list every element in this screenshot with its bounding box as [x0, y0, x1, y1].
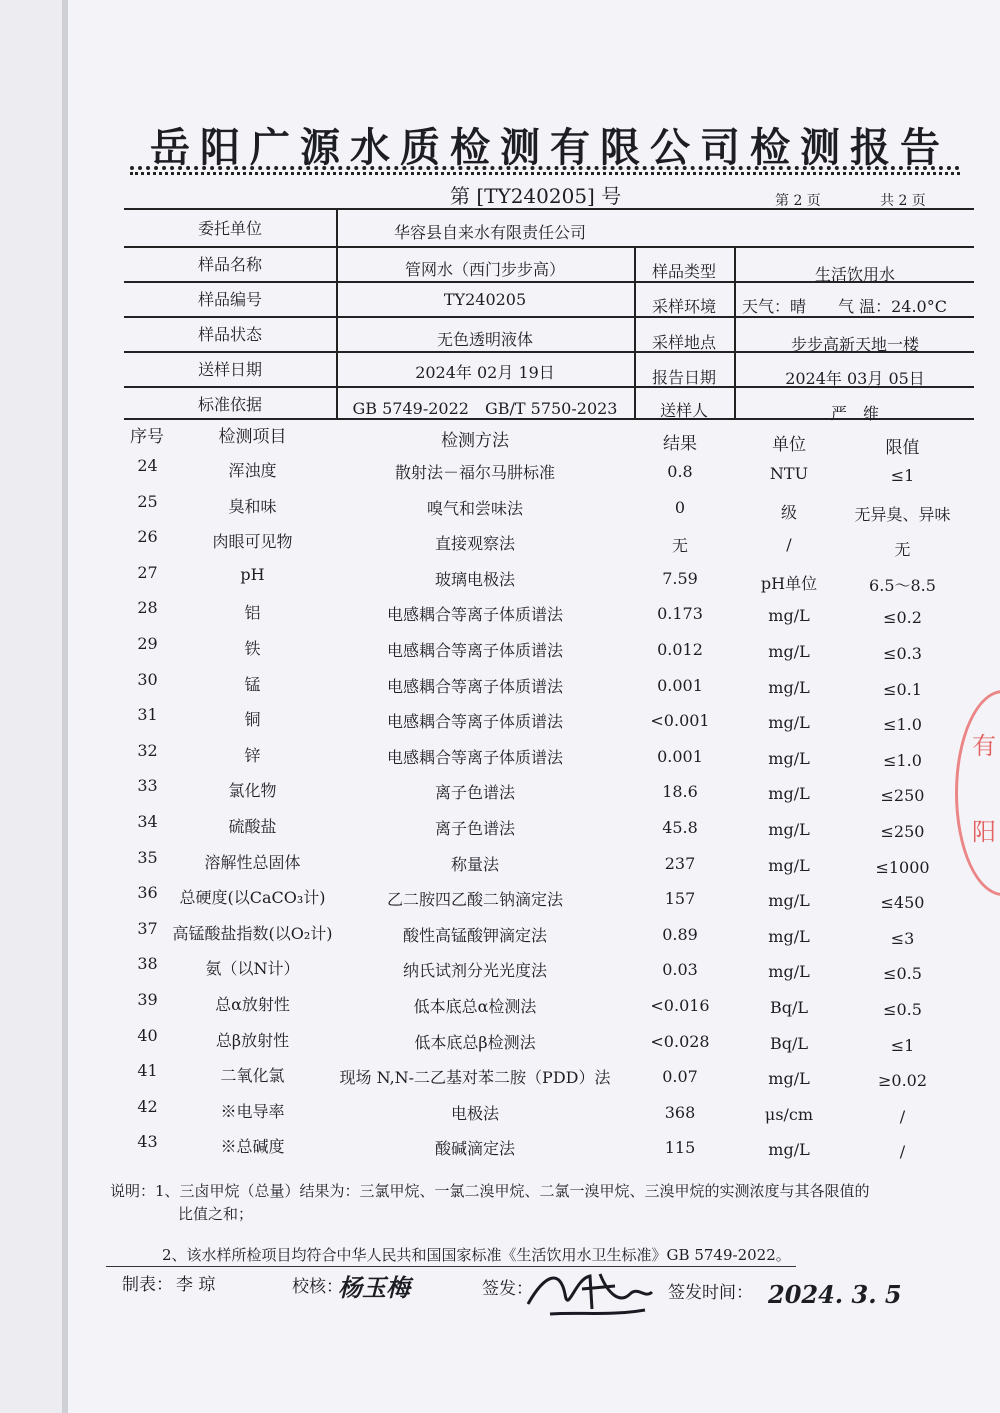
- row-no: 43: [137, 1132, 158, 1152]
- sender-value: 严 维: [830, 404, 879, 423]
- stamp-char-1: 有: [972, 732, 996, 760]
- prepared-label: 制表：: [122, 1275, 173, 1295]
- row-result: 0.89: [662, 924, 698, 944]
- row-method: 电感耦合等离子体质谱法: [386, 747, 563, 767]
- row-item: ※总碱度: [220, 1137, 285, 1157]
- standard-label: 标准依据: [197, 395, 262, 414]
- row-result: 115: [664, 1138, 696, 1158]
- row-unit: mg/L: [768, 1069, 810, 1089]
- table-row: [0, 670, 1000, 706]
- row-item: 硫酸盐: [228, 817, 277, 836]
- table-row: [0, 776, 1000, 812]
- env-label: 采样环境: [651, 297, 716, 316]
- row-method: 离子色谱法: [434, 819, 515, 838]
- row-no: 41: [137, 1061, 158, 1081]
- row-limit: ≤450: [880, 893, 925, 913]
- sample-name-value: 管网水（西门步步高）: [404, 260, 565, 279]
- row-limit: /: [899, 1142, 906, 1162]
- row-method: 现场 N,N-二乙基对苯二胺（PDD）法: [339, 1068, 611, 1088]
- row-result: 157: [664, 889, 696, 909]
- results-table-header: [0, 422, 1000, 458]
- row-item: ※电导率: [220, 1101, 285, 1121]
- row-unit: mg/L: [768, 820, 810, 839]
- sample-no-value: TY240205: [443, 290, 527, 309]
- row-item: 锌: [244, 745, 261, 765]
- row-limit: ≤0.5: [883, 1000, 922, 1019]
- info-col-divider-3: [734, 246, 736, 418]
- table-row: [0, 919, 1000, 955]
- table-row: [0, 634, 1000, 670]
- row-unit: /: [786, 535, 792, 555]
- row-method: 玻璃电极法: [434, 569, 515, 589]
- row-limit: ≤1.0: [883, 750, 922, 770]
- table-row: [0, 848, 1000, 884]
- col-header-no: 序号: [130, 427, 164, 447]
- client-label: 委托单位: [197, 219, 262, 238]
- row-unit: NTU: [769, 464, 809, 483]
- row-item: 溶解性总固体: [204, 852, 301, 872]
- row-no: 32: [137, 740, 158, 760]
- row-no: 30: [137, 669, 158, 689]
- report-date-label: 报告日期: [651, 368, 716, 387]
- row-item: 总α放射性: [215, 995, 290, 1014]
- title-dotted-rule-2: [130, 172, 960, 178]
- row-limit: /: [899, 1106, 906, 1126]
- row-method: 电感耦合等离子体质谱法: [386, 676, 563, 696]
- row-method: 乙二胺四乙酸二钠滴定法: [386, 890, 563, 910]
- client-value: 华容县自来水有限责任公司: [393, 223, 586, 242]
- row-item: 铝: [244, 603, 261, 623]
- row-limit: ≤0.3: [883, 644, 922, 663]
- row-unit: mg/L: [768, 748, 810, 768]
- row-no: 27: [137, 562, 158, 582]
- row-limit: ≤250: [880, 822, 925, 841]
- row-unit: mg/L: [768, 713, 810, 733]
- col-header-limit: 限值: [885, 438, 920, 458]
- row-method: 称量法: [450, 854, 499, 874]
- table-row: [0, 990, 1000, 1026]
- row-result: 0.173: [657, 604, 703, 624]
- issued-signature: [520, 1264, 660, 1322]
- stamp-char-2: 阳: [972, 818, 996, 846]
- row-method: 酸性高锰酸钾滴定法: [402, 925, 547, 945]
- row-no: 37: [137, 918, 158, 938]
- row-result: 0: [674, 497, 686, 517]
- row-no: 36: [137, 883, 158, 903]
- row-item: 锰: [244, 674, 261, 694]
- row-no: 35: [137, 847, 158, 867]
- note-line-2: 2、该水样所检项目均符合中华人民共和国国家标准《生活饮用水卫生标准》GB 5749-2022。: [162, 1246, 791, 1264]
- note-line-1b: 比值之和；: [178, 1205, 254, 1223]
- row-result: 237: [664, 853, 696, 873]
- row-result: 7.59: [662, 568, 698, 588]
- sample-no-label: 样品编号: [197, 290, 262, 309]
- col-header-item: 检测项目: [218, 427, 287, 447]
- row-result: <0.028: [650, 1031, 710, 1051]
- row-limit: ≤1000: [875, 857, 930, 877]
- table-row: [0, 456, 1000, 492]
- row-item: 总β放射性: [215, 1030, 290, 1050]
- env-value: 天气：晴 气 温：24.0°C: [742, 297, 947, 316]
- row-item: pH: [240, 564, 265, 584]
- row-method: 电感耦合等离子体质谱法: [386, 712, 563, 732]
- note-line-1: 说明：1、三卤甲烷（总量）结果为：三氯甲烷、一氯二溴甲烷、二氯一溴甲烷、三溴甲烷的实测浓度与其各限值的: [110, 1182, 870, 1200]
- row-method: 电感耦合等离子体质谱法: [386, 605, 563, 625]
- row-no: 40: [137, 1025, 158, 1045]
- row-item: 臭和味: [228, 496, 277, 516]
- row-limit: ≤0.5: [883, 964, 922, 984]
- row-method: 低本底总β检测法: [414, 1032, 536, 1052]
- row-item: 总硬度(以CaCO₃计): [179, 888, 326, 908]
- row-result: 45.8: [662, 818, 698, 837]
- row-limit: ≤0.2: [883, 608, 922, 628]
- sender-label: 送样人: [659, 401, 708, 420]
- row-result: <0.016: [650, 996, 710, 1015]
- row-no: 28: [137, 598, 158, 618]
- row-item: 高锰酸盐指数(以O₂计): [172, 923, 333, 943]
- row-limit: ≤3: [890, 928, 915, 948]
- checked-signature: 杨玉梅: [338, 1273, 410, 1302]
- row-item: 氯化物: [228, 781, 277, 801]
- row-unit: pH单位: [760, 573, 818, 593]
- col-header-method: 检测方法: [441, 431, 509, 451]
- info-rule-1: [124, 246, 974, 248]
- table-row: [0, 1097, 1000, 1133]
- location-value: 步步高新天地一楼: [790, 335, 919, 354]
- table-row: [0, 527, 1000, 563]
- row-result: 0.03: [662, 960, 698, 980]
- table-row: [0, 1026, 1000, 1062]
- issued-label: 签发：: [482, 1279, 533, 1299]
- row-no: 42: [137, 1096, 158, 1116]
- row-item: 二氧化氯: [220, 1066, 285, 1086]
- sample-type-label: 样品类型: [651, 262, 716, 281]
- row-unit: 级: [780, 502, 797, 522]
- row-unit: μs/cm: [764, 1104, 814, 1124]
- row-method: 嗅气和尝味法: [426, 498, 523, 518]
- issue-time-label: 签发时间：: [668, 1283, 753, 1303]
- total-pages: 共 2 页: [880, 193, 926, 209]
- row-no: 38: [137, 954, 158, 974]
- table-row: [0, 883, 1000, 919]
- report-date-value: 2024年 03月 05日: [785, 369, 925, 388]
- row-no: 33: [137, 776, 158, 796]
- sample-type-value: 生活饮用水: [814, 265, 895, 284]
- row-limit: 无: [894, 540, 911, 560]
- row-unit: mg/L: [768, 891, 810, 911]
- row-result: 0.001: [657, 675, 703, 695]
- row-result: 0.07: [662, 1067, 698, 1087]
- report-title: 岳阳广源水质检测有限公司检测报告: [150, 125, 950, 171]
- table-row: [0, 1061, 1000, 1097]
- table-row: [0, 741, 1000, 777]
- table-row: [0, 563, 1000, 599]
- report-number: 第 [TY240205] 号: [450, 184, 622, 208]
- row-unit: Bq/L: [769, 1033, 808, 1053]
- state-value: 无色透明液体: [436, 330, 533, 349]
- row-method: 离子色谱法: [434, 783, 515, 803]
- row-result: 0.012: [657, 640, 703, 659]
- info-col-divider-1: [336, 208, 338, 418]
- row-limit: 6.5～8.5: [869, 575, 936, 595]
- row-no: 26: [137, 527, 158, 547]
- row-no: 31: [137, 705, 158, 725]
- row-unit: Bq/L: [769, 998, 808, 1017]
- checked-label: 校核：: [292, 1277, 343, 1297]
- row-item: 肉眼可见物: [212, 532, 293, 552]
- row-unit: mg/L: [768, 855, 810, 875]
- page-number: 第 2 页: [775, 193, 821, 209]
- row-method: 直接观察法: [434, 534, 515, 554]
- row-method: 酸碱滴定法: [434, 1139, 515, 1159]
- row-no: 25: [137, 491, 158, 511]
- row-limit: ≤250: [880, 786, 925, 806]
- row-item: 浑浊度: [228, 461, 277, 480]
- issue-time-value: 2024. 3. 5: [768, 1280, 902, 1309]
- row-limit: ≤1: [890, 466, 915, 485]
- row-result: 368: [664, 1102, 696, 1122]
- row-result: 无: [671, 536, 688, 556]
- table-row: [0, 598, 1000, 634]
- row-result: 18.6: [662, 782, 698, 802]
- state-label: 样品状态: [197, 325, 262, 344]
- row-method: 散射法－福尔马肼标准: [394, 463, 555, 482]
- row-method: 电极法: [450, 1103, 499, 1123]
- row-unit: mg/L: [768, 1140, 810, 1160]
- info-rule-top: [124, 208, 974, 210]
- row-method: 纳氏试剂分光光度法: [402, 961, 547, 981]
- row-no: 24: [137, 456, 158, 475]
- col-header-result: 结果: [663, 434, 697, 454]
- row-unit: mg/L: [768, 962, 810, 982]
- prepared-name: 李 琼: [176, 1275, 216, 1295]
- sample-name-label: 样品名称: [197, 255, 262, 274]
- row-result: 0.001: [657, 746, 703, 766]
- row-method: 电感耦合等离子体质谱法: [386, 641, 563, 660]
- table-row: [0, 1132, 1000, 1168]
- row-unit: mg/L: [768, 606, 810, 626]
- row-unit: mg/L: [768, 642, 810, 661]
- row-result: <0.001: [650, 711, 710, 731]
- row-no: 39: [137, 990, 158, 1009]
- table-row: [0, 954, 1000, 990]
- row-limit: ≤1: [890, 1035, 915, 1055]
- row-result: 0.8: [667, 462, 693, 481]
- row-unit: mg/L: [768, 926, 810, 946]
- row-no: 29: [137, 634, 158, 653]
- table-row: [0, 492, 1000, 528]
- standard-value: GB 5749-2022 GB/T 5750-2023: [352, 399, 618, 418]
- row-item: 氨（以N计）: [205, 959, 300, 979]
- send-date-label: 送样日期: [197, 360, 262, 379]
- row-method: 低本底总α检测法: [413, 997, 537, 1016]
- footer-rule: [106, 1266, 796, 1267]
- location-label: 采样地点: [651, 333, 716, 352]
- row-unit: mg/L: [768, 784, 810, 804]
- table-row: [0, 812, 1000, 848]
- row-no: 34: [137, 812, 158, 831]
- row-limit: 无异臭、异味: [854, 504, 951, 524]
- row-item: 铁: [244, 639, 261, 658]
- row-item: 铜: [244, 710, 261, 730]
- send-date-value: 2024年 02月 19日: [415, 363, 555, 382]
- col-header-unit: 单位: [772, 435, 806, 455]
- row-limit: ≤0.1: [883, 679, 922, 699]
- row-unit: mg/L: [768, 677, 810, 697]
- row-limit: ≤1.0: [883, 715, 922, 735]
- row-limit: ≥0.02: [877, 1071, 928, 1091]
- table-row: [0, 705, 1000, 741]
